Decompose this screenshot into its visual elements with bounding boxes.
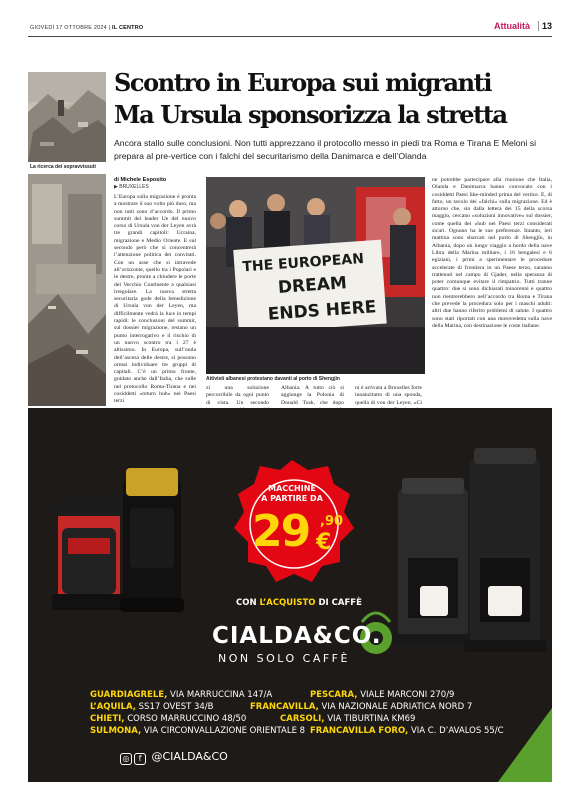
article-deck: Ancora stallo sulle conclusioni. Non tutti apprezzano il protocollo messo in piedi tra Roma e Tirana E Meloni si prepara al pre-vertice con i falchi del securitarismo della Danimarca e dell’Olanda <box>114 138 537 161</box>
promo-price-cents: ,90 <box>320 514 344 529</box>
rubble-caption: La ricerca dei sopravvissuti <box>30 164 96 170</box>
header-page-number: 13 <box>538 21 552 31</box>
rubble-photo <box>28 72 106 162</box>
header-rule <box>28 36 552 37</box>
article-column-4: ni è arrivata a Bruxelles forte innanzitutto di una sponda, quella di von der Leyen. «Ci <box>355 385 422 406</box>
promo-machines: MACCHINE <box>268 484 316 493</box>
social-handle-text: @CIALDA&CO <box>151 750 228 763</box>
social-handle <box>120 750 228 765</box>
byline: di Michele Esposito <box>114 177 167 183</box>
protest-photo <box>206 177 425 374</box>
article-column-3: Albania. A tutto ciò si aggiunge la Polonia di Donald Tusk, che dopo <box>281 385 344 406</box>
headline-line-1: Scontro in Europa sui migranti <box>114 68 492 97</box>
facebook-icon: f <box>134 753 146 765</box>
headline-line-2: Ma Ursula sponsorizza la stretta <box>114 100 507 129</box>
protest-caption: Attivisti albanesi protestano davanti al porto di Shengjin <box>206 376 340 382</box>
gold-coffee-machine <box>120 468 184 612</box>
instagram-icon: ◎ <box>120 753 132 765</box>
store-location: FRANCAVILLA, VIA NAZIONALE ADRIATICA NORD 7 <box>250 702 473 712</box>
article-column-1: L’Europa sulla migrazione è pronta a mostrare il suo volto più duro, ma non tutti sono d’accordo. Il primo summit dei leader Ue del nuovo corso di Ursula von der Leyen avrà tre grandi capitoli: Ucraina, migrazione e Medio Oriente. E sul secondo però che si concentrerà l’attenzione politica dei convitati. Con un asse che si intravede all’orizzonte, quello tra i Popolari e le destre, pronte a chiudere le porte del Vecchio Continente a qualsiasi irregolare. La nuova stretta securitaria gode della benedizione di Ursula von der Leyen, ma difficilmente vedrà la luce in tempi rapidi: le conclusioni del summit, sul dossier migrazione, restano un punto interrogativo e il rischio di un nuovo scontro tra i 27 è altissimo. In Europa, sull’onda dell’ascesa delle destre, si possono ormai individuare tre gruppi di capitali. C’è un primo fronte, guidato anche dall’Italia, che sulle nel protocollo Roma-Tirana e nei cosiddetti «return hub» nei Paesi terzi <box>114 194 196 405</box>
header-date-line: GIOVEDÌ 17 OTTOBRE 2024 | IL CENTRO <box>30 25 144 31</box>
promo-starting-from: A PARTIRE DA <box>261 494 323 503</box>
promo-currency: € <box>316 530 332 555</box>
store-location: PESCARA, VIALE MARCONI 270/9 <box>310 690 455 700</box>
store-location: CHIETI, CORSO MARRUCCINO 48/50 <box>90 714 247 724</box>
header-paper: IL CENTRO <box>112 25 144 31</box>
banner-line-2: DREAM <box>277 273 348 298</box>
ruins-photo <box>28 174 106 406</box>
store-location: CARSOLI, VIA TIBURTINA KM69 <box>280 714 416 724</box>
dateline-place: ▶ BRUXELLES <box>114 184 149 190</box>
banner-line-1: THE EUROPEAN <box>241 250 365 276</box>
store-location: GUARDIAGRELE, VIA MARRUCCINA 147/A <box>90 690 273 700</box>
article-column-2: zi una soluzione percorribile da ogni punto di vista. Un secondo <box>206 385 269 406</box>
promo-condition-highlight: L’ACQUISTO <box>259 598 316 608</box>
store-location: FRANCAVILLA FORO, VIA C. D’AVALOS 55/C <box>310 726 504 736</box>
brand-name: CIALDA&CO. <box>212 623 382 649</box>
article-column-5: ne potrebbe partecipare alla riunione che Italia, Olanda e Danimarca hanno convocato con i cosiddetti Paesi like-minded prima del vertice. E, di fatto, un tavolo dei «falchi» sulla migrazione. Ed è attorno che, sin dalla lettera dei 15 della scorsa maggio, cercano «soluzioni innovative» sul dossier, come quella dei «hub nei Paesi terzi considerati sicuri. Ognuno ha le sue preferenze. Intanto, ieri mattina sono sbarcati nel porto di Shengjin, in Albania, dopo un lungo viaggio a bordo della nave Libra della Marina militare, i 16 bengalesi e 6 egiziani, i primi a sperimentare le procedure accelerate di frontiera in un Paese terzo, saranno trattenuti nel campo di Gjader, nella speranza di poter comunque evitare il rimpatrio. Tutti tranne quattro: due si sono dichiarati minorenni e quattro non rientrerebbero nell’accordo tra Roma e Tirana che prevede la procedura solo per i maschi adulti: altri due hanno riferito problemi di salute. I quattro sono stati riportati con una motovedetta sulla nave della Marina, con destinazione le coste italiane. <box>432 177 552 329</box>
header-date: GIOVEDÌ 17 OTTOBRE 2024 <box>30 25 107 31</box>
banner-line-3: ENDS HERE <box>267 297 377 325</box>
store-location: SULMONA, VIA CIRCONVALLAZIONE ORIENTALE 8 <box>90 726 306 736</box>
black-coffee-machine-right <box>464 448 546 652</box>
coffee-advertisement <box>28 408 552 782</box>
brand-tagline: NON SOLO CAFFÈ <box>218 652 350 665</box>
corner-leaf <box>498 708 552 782</box>
red-coffee-machine <box>52 498 126 610</box>
promo-condition-prefix: CON <box>236 598 260 608</box>
promo-condition <box>236 598 362 608</box>
store-location: L’AQUILA, SS17 OVEST 34/B <box>90 702 214 712</box>
promo-condition-suffix: DI CAFFÈ <box>315 598 362 608</box>
black-coffee-machine-left <box>392 478 474 646</box>
header-section: Attualità <box>494 21 530 31</box>
promo-price: 29 <box>252 506 310 557</box>
